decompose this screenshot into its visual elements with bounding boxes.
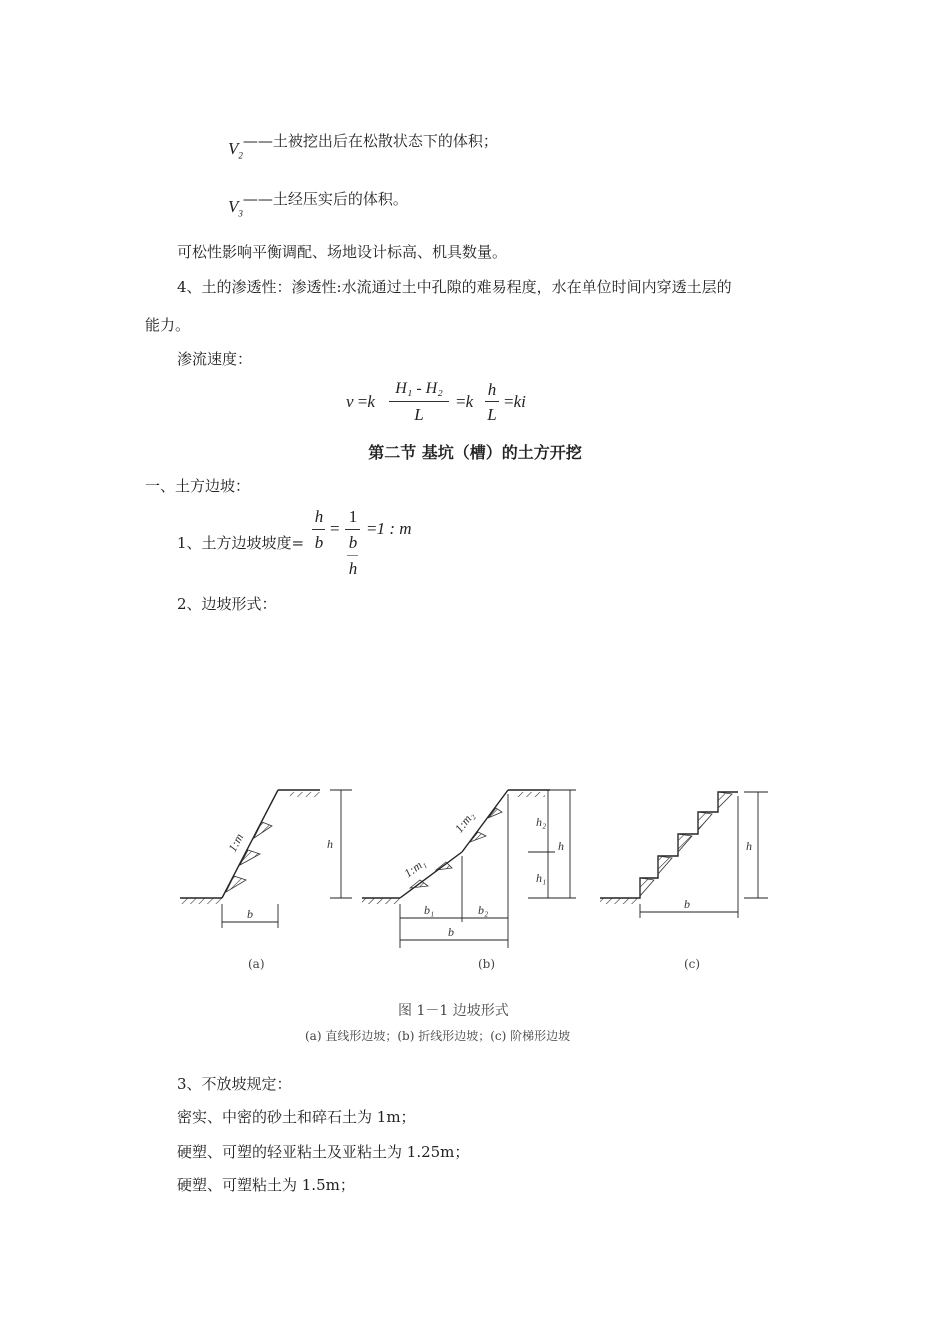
- f1-mid: =k: [456, 392, 474, 411]
- item-slope-form: 2、边坡形式：: [177, 595, 277, 613]
- a-slope-label: 1:m: [225, 831, 247, 855]
- b-b2-label: b₂: [478, 903, 489, 917]
- v2-text: ——土被挖出后在松散状态下的体积；: [242, 132, 498, 150]
- v3-text: ——土经压实后的体积。: [242, 190, 408, 208]
- b-base-label: b: [448, 925, 454, 939]
- a-height-label: h: [327, 837, 333, 851]
- f1-rhs: =ki: [504, 392, 526, 411]
- def-v2: [228, 131, 498, 161]
- f2-one: 1: [348, 507, 358, 526]
- f1-den: L: [414, 405, 424, 424]
- item-no-slope: 3、不放坡规定：: [177, 1075, 292, 1093]
- item-slope: 一、土方边坡：: [145, 477, 251, 495]
- f1-num: H₁ - H₂: [395, 380, 443, 397]
- c-base-label: b: [684, 897, 690, 911]
- f1-lhs: v =k: [346, 392, 375, 411]
- c-tag: (c): [684, 957, 701, 971]
- f2-sub-h: h: [348, 559, 358, 578]
- b-h1-label: h₁: [536, 871, 547, 885]
- f2-sub-b: b: [348, 533, 358, 552]
- seepage-label: 渗流速度：: [177, 350, 253, 368]
- section-title: 第二节 基坑（槽）的土方开挖: [368, 443, 582, 462]
- f1-L: L: [487, 405, 497, 424]
- para-permeability-cont: 能力。: [145, 316, 191, 334]
- c-height-label: h: [746, 839, 752, 853]
- rule-2: 硬塑、可塑的轻亚粘土及亚粘土为 1.25m；: [177, 1143, 470, 1161]
- rule-3: 硬塑、可塑粘土为 1.5m；: [177, 1176, 355, 1194]
- item-slope-grade: 1、土方边坡坡度=: [177, 534, 305, 552]
- v3-symbol: $V_3$: [228, 197, 243, 219]
- f1-h: h: [487, 380, 497, 399]
- figure-subcaption: (a) 直线形边坡；(b) 折线形边坡；(c) 阶梯形边坡: [305, 1029, 571, 1043]
- a-tag: (a): [248, 957, 265, 971]
- para-looseness: 可松性影响平衡调配、场地设计标高、机具数量。: [177, 243, 508, 261]
- b-h2-label: h₂: [536, 815, 547, 829]
- figure-caption: 图 1－1 边坡形式: [398, 1003, 509, 1019]
- b-slope1-label: 1:m₁: [401, 855, 429, 881]
- def-v3: [228, 189, 408, 219]
- b-tag: (b): [478, 957, 496, 971]
- f2-b: b: [314, 533, 324, 552]
- slope-a-drawing: [180, 790, 352, 928]
- b-height-label: h: [558, 839, 564, 853]
- a-base-label: b: [247, 907, 253, 921]
- slope-figure: [0, 780, 950, 980]
- rule-1: 密实、中密的砂土和碎石土为 1m；: [177, 1108, 416, 1126]
- b-slope2-label: 1:m₂: [451, 808, 477, 836]
- v2-symbol: $V_2$: [228, 139, 243, 161]
- para-permeability: 4、土的渗透性：渗透性:水流通过土中孔隙的难易程度，水在单位时间内穿透土层的: [177, 278, 732, 296]
- f2-h: h: [314, 507, 324, 526]
- b-b1-label: b₁: [424, 903, 435, 917]
